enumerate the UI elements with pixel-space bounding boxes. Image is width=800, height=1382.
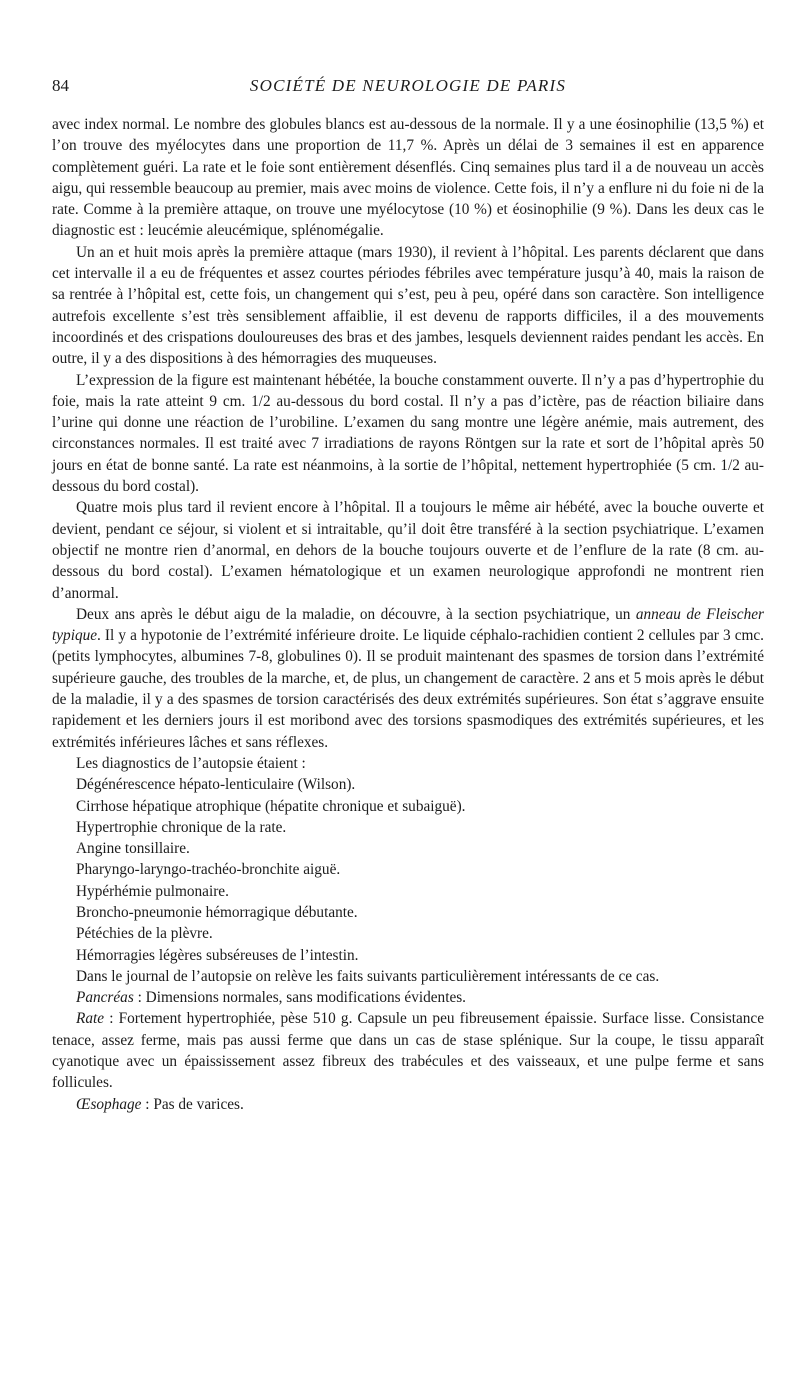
finding-rate-label: Rate: [76, 1010, 105, 1028]
paragraph-fleischer-ring: [52, 604, 764, 753]
paragraph-fleischer-ring-part-a: Deux ans après le début aigu de la maladie, on découvre, à la section psychiatrique, un: [76, 605, 636, 623]
finding-rate-text: : Fortement hypertrophiée, pèse 510 g. Capsule un peu fibreusement épaissie. Surface lisse. Consistance tenace, assez ferme, mais pas aussi ferme que dans un cas de stase splénique. Sur la coupe, le tissu apparaît cyanotique avec un épaississement assez fibreux des trabécules et des vaisseaux, et une pulpe ferme et sans follicules.: [52, 1010, 764, 1092]
diagnosis-item: Hémorragies légères subséreuses de l’intestin.: [76, 946, 359, 964]
diagnosis-item: Pétéchies de la plèvre.: [76, 925, 213, 943]
paragraph-continued: avec index normal. Le nombre des globules blancs est au-dessous de la normale. Il y a une éosinophilie (13,5 %) et l’on trouve des myélocytes dans une proportion de 11,7 %. Après un délai de 3 semaines il est en apparence complètement guéri. La rate et le foie sont entièrement désenflés. Cinq semaines plus tard il a de nouveau un accès aigu, qui ressemble beaucoup au premier, mais avec moins de violence. Cette fois, il n’y a enflure ni du foie ni de la rate. Comme à la première attaque, on trouve une myélocytose (10 %) et éosinophilie (9 %). Dans les deux cas le diagnostic est : leucémie aleucémique, splénomégalie.: [52, 116, 764, 240]
diagnosis-item: Hypérhémie pulmonaire.: [76, 882, 229, 900]
finding-oesophage-text: : Pas de varices.: [141, 1095, 244, 1113]
page-number: 84: [52, 76, 69, 95]
paragraph-second-admission: Un an et huit mois après la première attaque (mars 1930), il revient à l’hôpital. Les parents déclarent que dans cet intervalle il a eu de fréquentes et assez courtes périodes fébriles avec température jusqu’à 40, mais la raison de sa rentrée à l’hôpital est, cette fois, un changement qui s’est, peu à peu, opéré dans son caractère. Son intelligence autrefois excellente s’est très sensiblement affaiblie, il est devenu de rapports difficiles, il a des mouvements incoordinés et des crispations douloureuses des bras et des jambes, lesquels deviennent raides pendant les accès. En outre, il y a des dispositions à des hémorragies des muqueuses.: [52, 243, 764, 368]
diagnosis-item: Pharyngo-laryngo-trachéo-bronchite aiguë.: [76, 861, 341, 879]
paragraph-autopsy-intro: Les diagnostics de l’autopsie étaient :: [76, 754, 306, 772]
running-head: [52, 74, 764, 98]
paragraph-fleischer-ring-part-b: . Il y a hypotonie de l’extrémité inférieure droite. Le liquide céphalo-rachidien contient 2 cellules par 3 cmc. (petits lymphocytes, albumines 7-8, globulines 0). Il se produit maintenant des spasmes de torsion dans l’extrémité supérieure gauche, des troubles de la marche, et, de plus, un changement de caractère. 2 ans et 5 mois après le début de la maladie, il y a des spasmes de torsion caractérisés des deux extrémités supérieures. Son état s’aggrave ensuite rapidement et les derniers jours il est moribond avec des torsions spasmodiques des extrémités supérieures, et les extrémités inférieures lâches et sans réflexes.: [52, 627, 764, 751]
paragraph-third-admission: Quatre mois plus tard il revient encore à l’hôpital. Il a toujours le même air hébété, avec la bouche ouverte et devient, pendant ce séjour, si violent et si intraitable, qu’il doit être transféré à la section psychiatrique. L’examen objectif ne montre rien d’anormal, en dehors de la bouche toujours ouverte et de l’enflure de la rate (8 cm. au-dessous du bord costal). L’examen hématologique et un examen neurologique approfondi ne montrent rien d’anormal.: [52, 499, 764, 602]
finding-rate: [52, 1008, 764, 1093]
running-title: SOCIÉTÉ DE NEUROLOGIE DE PARIS: [249, 76, 567, 95]
body-text: [52, 114, 764, 1115]
fleischer-ring-term: anneau de Fleischer typique: [52, 605, 764, 645]
finding-oesophage: [52, 1094, 764, 1115]
finding-oesophage-label: Œsophage: [76, 1095, 142, 1113]
diagnosis-item: Dégénérescence hépato-lenticulaire (Wilson).: [76, 776, 356, 794]
paragraph-autopsy-journal: Dans le journal de l’autopsie on relève les faits suivants particulièrement intéressants de ce cas.: [76, 967, 660, 985]
finding-pancreas-text: : Dimensions normales, sans modifications évidentes.: [133, 989, 467, 1007]
paragraph-examination: L’expression de la figure est maintenant hébétée, la bouche constamment ouverte. Il n’y a pas d’hypertrophie du foie, mais la rate atteint 9 cm. 1/2 au-dessous du bord costal. Il n’y a pas d’ictère, pas de réaction biliaire dans l’urine qui donne une réaction de l’urobiline. L’examen du sang montre une légère anémie, mais autrement, des circonstances normales. Il est traité avec 7 irradiations de rayons Röntgen sur la rate et sort de l’hôpital après 50 jours en état de bonne santé. La rate est néanmoins, à la sortie de l’hôpital, nettement hypertrophiée (5 cm. 1/2 au-dessous du bord costal).: [52, 371, 764, 496]
diagnosis-item: Broncho-pneumonie hémorragique débutante.: [76, 903, 358, 921]
diagnosis-item: Cirrhose hépatique atrophique (hépatite chronique et subaiguë).: [76, 797, 466, 815]
diagnosis-item: Angine tonsillaire.: [76, 840, 190, 858]
finding-pancreas-label: Pancréas: [76, 989, 134, 1007]
finding-pancreas: [52, 987, 764, 1008]
diagnosis-item: Hypertrophie chronique de la rate.: [76, 818, 287, 836]
